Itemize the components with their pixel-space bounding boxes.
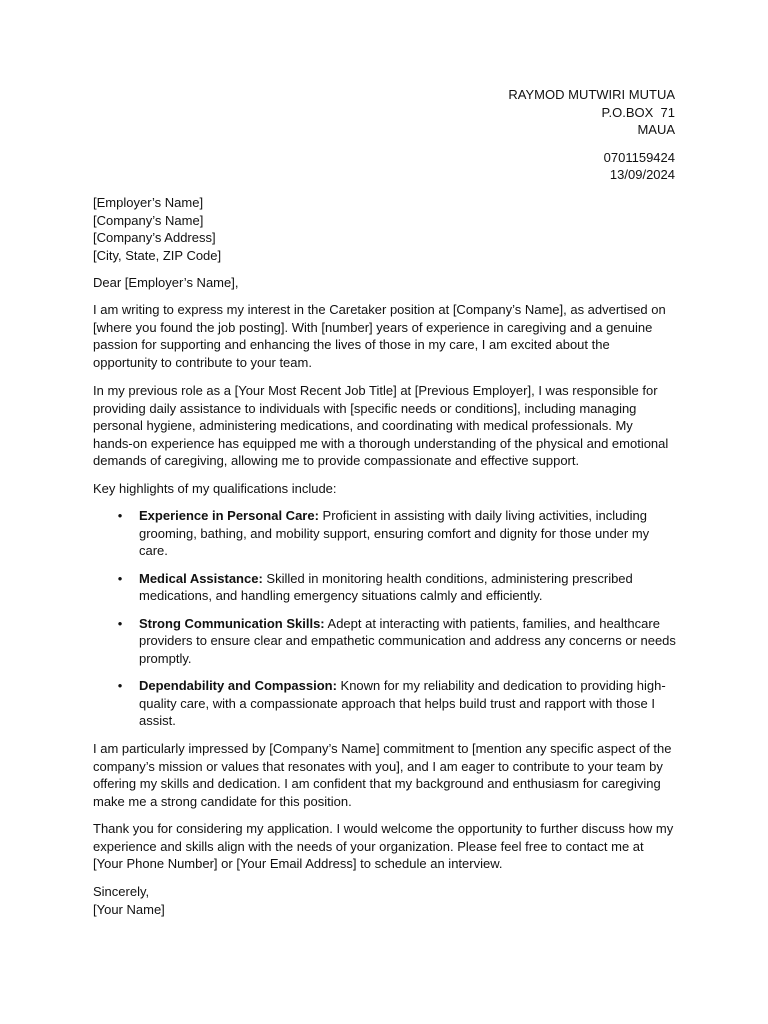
highlight-text: Proficient in assisting with daily living activities, including grooming, bathing, and mobility support, ensuring comfort and dignity for those under my care. xyxy=(139,508,650,559)
list-item xyxy=(93,570,676,605)
recipient-city: [City, State, ZIP Code] xyxy=(93,247,222,263)
recipient-company: [Company’s Name] xyxy=(93,212,204,228)
highlight-title: Medical Assistance: xyxy=(139,570,263,586)
bullet-icon: • xyxy=(117,615,123,631)
sender-name: RAYMOD MUTWIRI MUTUA xyxy=(508,87,675,102)
bullet-icon: • xyxy=(117,508,123,523)
highlight-text: Known for my reliability and dedication to providing high-quality care, with a compassionate approach that helps build trust and rapport with those I assist. xyxy=(139,678,666,729)
list-item xyxy=(93,677,676,730)
closing-block xyxy=(93,883,676,918)
sender-block xyxy=(508,86,675,184)
bullet-icon: • xyxy=(117,570,123,586)
paragraph-intro: I am writing to express my interest in the Caretaker position at [Company’s Name], as advertised on [where you found the job posting]. With [number] years of experience in caregiving and a genuine passion for supporting and enhancing the lives of those in my care, I am excited about the opportunity to contribute to your team. xyxy=(93,302,666,370)
paragraph-company-interest: I am particularly impressed by [Company’s Name] commitment to [mention any specific aspect of the company’s mission or values that resonates with you], and I am eager to contribute to your team by offering my skills and dedication. I am confident that my background and enthusiasm for caregiving make me a strong candidate for this position. xyxy=(93,741,672,809)
paragraph-thank-you: Thank you for considering my application. I would welcome the opportunity to further discuss how my experience and skills align with the needs of your organization. Please feel free to contact me at [Your Phone Number] or [Your Email Address] to schedule an interview. xyxy=(93,821,674,872)
recipient-block xyxy=(93,194,676,264)
signature: [Your Name] xyxy=(93,901,165,917)
list-item xyxy=(93,615,676,668)
sender-box: P.O.BOX 71 xyxy=(601,104,675,120)
highlight-text: Adept at interacting with patients, families, and healthcare providers to ensure clear and empathetic communication and address any concerns or needs promptly. xyxy=(139,615,676,666)
recipient-address: [Company’s Address] xyxy=(93,230,216,246)
highlights-list xyxy=(93,507,676,740)
highlight-title: Dependability and Compassion: xyxy=(139,678,337,694)
highlight-text: Skilled in monitoring health conditions, administering prescribed medications, and handling emergency situations calmly and efficiently. xyxy=(139,570,633,604)
letter-date: 13/09/2024 xyxy=(609,167,675,183)
paragraph-highlights-lead: Key highlights of my qualifications include: xyxy=(93,481,337,496)
sender-town: MAUA xyxy=(637,122,675,138)
list-item xyxy=(93,507,676,560)
paragraph-experience: In my previous role as a [Your Most Recent Job Title] at [Previous Employer], I was responsible for providing daily assistance to individuals with [specific needs or conditions], including managing personal hygiene, administering medications, and coordinating with medical professionals. My hands-on experience has equipped me with a thorough understanding of the physical and emotional demands of caregiving, allowing me to provide compassionate and effective support. xyxy=(93,383,669,469)
highlight-title: Strong Communication Skills: xyxy=(139,615,325,631)
salutation: Dear [Employer’s Name], xyxy=(93,275,239,290)
bullet-icon: • xyxy=(117,678,123,694)
highlight-title: Experience in Personal Care: xyxy=(139,508,319,523)
recipient-employer: [Employer’s Name] xyxy=(93,195,204,210)
sender-phone: 0701159424 xyxy=(603,149,675,165)
valediction: Sincerely, xyxy=(93,884,150,899)
